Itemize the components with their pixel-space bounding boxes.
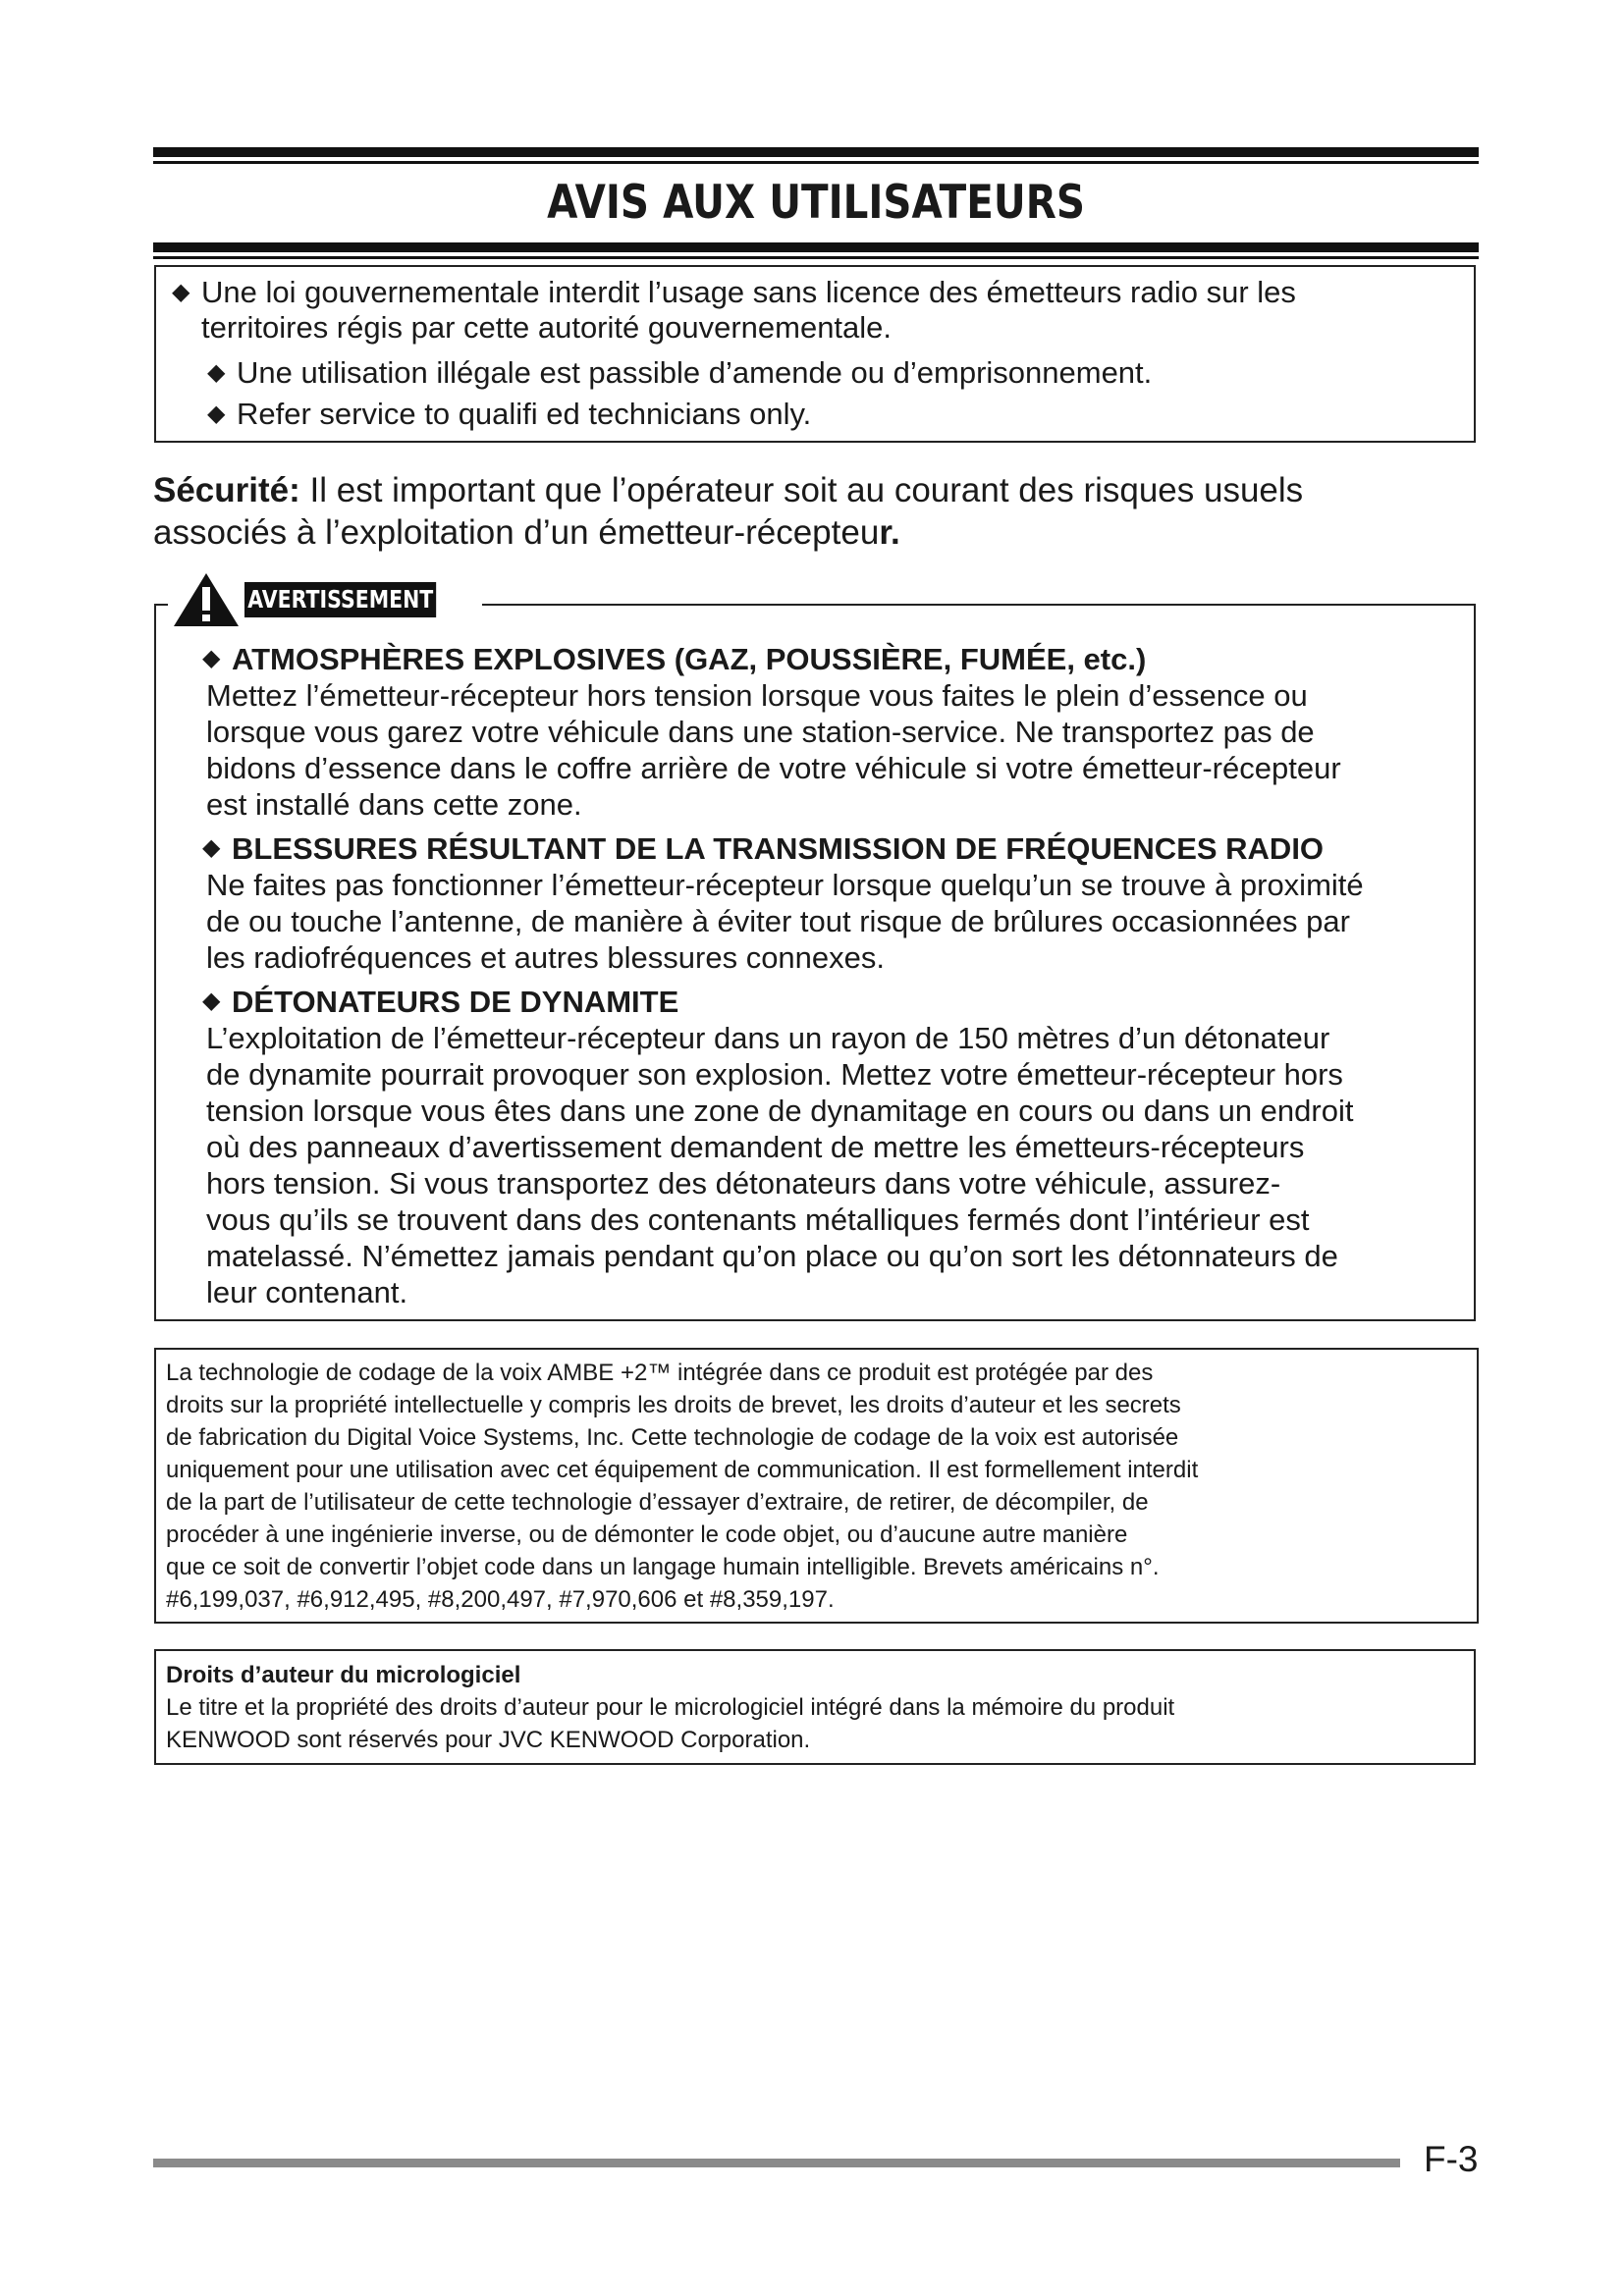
warning-heading: ◆ ATMOSPHÈRES EXPLOSIVES (GAZ, POUSSIÈRE, FUMÉE, etc.) [202, 642, 1147, 676]
technology-line: uniquement pour une utilisation avec cet équipement de communication. Il est formellement interdit [166, 1457, 1199, 1483]
notice-text: Refer service to qualifi ed technicians only. [237, 397, 812, 431]
technology-line: La technologie de codage de la voix AMBE +2™ intégrée dans ce produit est protégée par des [166, 1360, 1154, 1386]
warning-paragraph: Ne faites pas fonctionner l’émetteur-récepteur lorsque quelqu’un se trouve à proximité de ou touche l’antenne, de manière à éviter tout risque de brûlures occasionnées par les radiofréquences et autres blessures connexes. [206, 868, 1364, 975]
diamond-bullet-icon: ◆ [207, 359, 226, 386]
notice-text: Une loi gouvernementale interdit l’usage sans licence des émetteurs radio sur les [201, 275, 1296, 309]
warning-header [168, 572, 482, 627]
notice-item [172, 397, 1454, 432]
technology-line: droits sur la propriété intellectuelle y compris les droits de brevet, les droits d’auteur et les secrets [166, 1392, 1181, 1418]
security-label: Sécurité: [153, 471, 300, 509]
notice-box [154, 265, 1476, 443]
warning-heading: ◆ DÉTONATEURS DE DYNAMITE [202, 985, 679, 1019]
technology-line: de la part de l’utilisateur de cette technologie d’essayer d’extraire, de retirer, de décompiler, de [166, 1489, 1149, 1516]
title-rule-top-thin [153, 161, 1479, 164]
technology-notice-box [154, 1348, 1479, 1624]
title-banner [153, 147, 1479, 259]
technology-line: que ce soit de convertir l’objet code dans un langage humain intelligible. Brevets américains n°. [166, 1554, 1160, 1580]
firmware-copyright-box [154, 1649, 1476, 1765]
warning-label: AVERTISSEMENT [244, 582, 437, 617]
title-rule-top [153, 147, 1479, 157]
notice-item [172, 275, 1454, 346]
firmware-line: Le titre et la propriété des droits d’auteur pour le micrologiciel intégré dans la mémoire du produit [166, 1694, 1175, 1721]
technology-line: #6,199,037, #6,912,495, #8,200,497, #7,970,606 et #8,359,197. [166, 1586, 835, 1613]
warning-triangle-icon [172, 571, 241, 628]
diamond-bullet-icon: ◆ [207, 400, 226, 427]
security-text-end: r. [879, 513, 900, 552]
diamond-bullet-icon: ◆ [202, 988, 221, 1014]
firmware-line: KENWOOD sont réservés pour JVC KENWOOD Corporation. [166, 1727, 811, 1753]
title-rule-bottom-thin [153, 256, 1479, 259]
notice-text: Une utilisation illégale est passible d’amende ou d’emprisonnement. [237, 355, 1153, 390]
footer-rule [153, 2159, 1400, 2167]
title-rule-bottom [153, 242, 1479, 252]
notice-item [172, 355, 1454, 391]
diamond-bullet-icon: ◆ [202, 645, 221, 671]
security-paragraph [153, 469, 1479, 554]
warning-paragraph: L’exploitation de l’émetteur-récepteur dans un rayon de 150 mètres d’un détonateur de dynamite pourrait provoquer son explosion. Mettez votre émetteur-récepteur hors tension lorsque vous êtes dans une zone de dynamitage en cours ou dans un endroit où des panneaux d’avertissement demandent de mettre les émetteurs-récepteurs hors tension. Si vous transportez des détonateurs dans votre véhicule, assurez- vous qu’ils se trouvent dans des contenants métalliques fermés dont l’intérieur est matelassé. N’émettez jamais pendant qu’on place ou qu’on sort les détonnateurs de leur contenant. [206, 1021, 1354, 1309]
security-text: associés à l’exploitation d’un émetteur-récepteu [153, 513, 880, 552]
diamond-bullet-icon: ◆ [172, 279, 190, 305]
technology-line: procéder à une ingénierie inverse, ou de démonter le code objet, ou d’aucune autre manière [166, 1522, 1128, 1548]
warning-box [154, 585, 1476, 1321]
warning-heading: ◆ BLESSURES RÉSULTANT DE LA TRANSMISSION DE FRÉQUENCES RADIO [202, 831, 1325, 866]
warning-body [202, 641, 1483, 1318]
page-title: AVIS AUX UTILISATEURS [547, 176, 1085, 230]
notice-text: territoires régis par cette autorité gouvernementale. [201, 310, 893, 345]
page-number: F-3 [1424, 2139, 1479, 2179]
diamond-bullet-icon: ◆ [202, 834, 221, 861]
warning-paragraph: Mettez l’émetteur-récepteur hors tension lorsque vous faites le plein d’essence ou lorsque vous garez votre véhicule dans une station-service. Ne transportez pas de bidons d’essence dans le coffre arrière de votre véhicule si votre émetteur-récepteur est installé dans cette zone. [206, 678, 1341, 822]
security-text: Il est important que l’opérateur soit au courant des risques usuels [299, 471, 1304, 509]
technology-line: de fabrication du Digital Voice Systems, Inc. Cette technologie de codage de la voix est autorisée [166, 1424, 1179, 1451]
firmware-heading: Droits d’auteur du micrologiciel [166, 1662, 521, 1688]
